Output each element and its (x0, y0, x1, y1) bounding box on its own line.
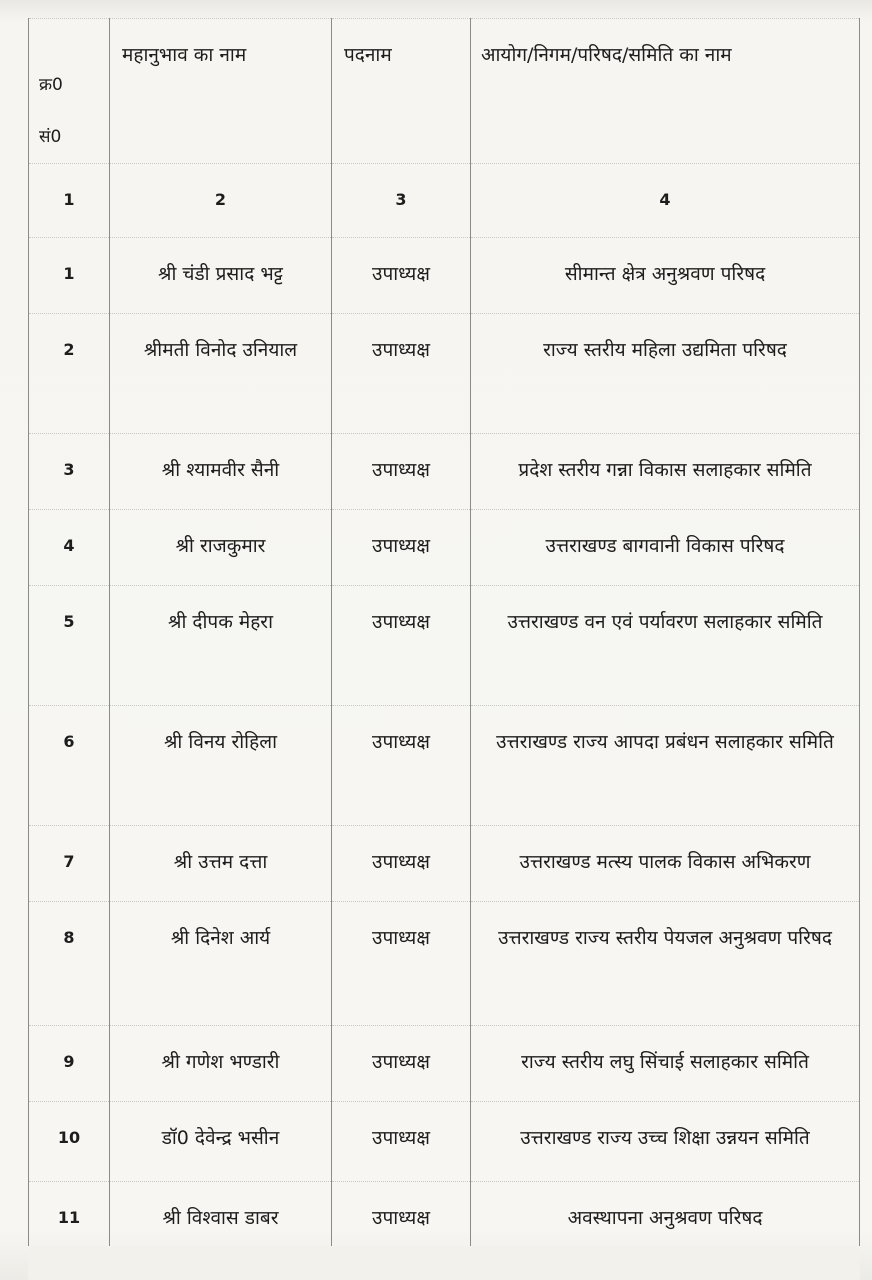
member-name (110, 314, 332, 434)
designation (332, 1182, 471, 1252)
table-row (29, 586, 860, 706)
body-name (471, 434, 860, 510)
body-name-text: उत्तराखण्ड वन एवं पर्यावरण सलाहकार समिति (507, 611, 823, 633)
member-name-text: श्री विनय रोहिला (163, 731, 277, 753)
body-name (471, 1182, 860, 1252)
table-row (29, 826, 860, 902)
designation (332, 826, 471, 902)
designation (332, 510, 471, 586)
body-name (471, 510, 860, 586)
body-name (471, 1102, 860, 1182)
body-name (471, 314, 860, 434)
serial-number (29, 586, 110, 706)
body-name-text: उत्तराखण्ड बागवानी विकास परिषद (545, 535, 785, 557)
serial-number (29, 1182, 110, 1252)
designation-text: उपाध्यक्ष (372, 1127, 430, 1149)
name-header: महानुभाव का नाम (110, 19, 332, 164)
designation (332, 1102, 471, 1182)
member-name (110, 1102, 332, 1182)
body-name-text: उत्तराखण्ड राज्य स्तरीय पेयजल अनुश्रवण परिषद (498, 927, 832, 949)
serial-number-text: 6 (63, 732, 75, 751)
serial-number-text: 5 (63, 612, 75, 631)
body-name-text: उत्तराखण्ड मत्स्य पालक विकास अभिकरण (519, 851, 811, 873)
body-name-text: राज्य स्तरीय महिला उद्यमिता परिषद (543, 339, 787, 361)
body-name-text: प्रदेश स्तरीय गन्ना विकास सलाहकार समिति (518, 459, 812, 481)
table-row (29, 434, 860, 510)
member-name (110, 510, 332, 586)
member-name-text: श्री उत्तम दत्ता (173, 851, 268, 873)
member-name (110, 238, 332, 314)
serial-number (29, 706, 110, 826)
member-name-text: श्रीमती विनोद उनियाल (143, 339, 298, 361)
serial-number (29, 434, 110, 510)
column-number: 3 (332, 164, 471, 238)
designation-text: उपाध्यक्ष (372, 927, 430, 949)
designation (332, 434, 471, 510)
table-row (29, 1182, 860, 1252)
body-name (471, 238, 860, 314)
designation (332, 314, 471, 434)
designation-header: पदनाम (332, 19, 471, 164)
serial-number (29, 510, 110, 586)
serial-number-text: 10 (57, 1128, 81, 1147)
column-number-row (29, 164, 860, 238)
serial-number (29, 902, 110, 1026)
designation-text: उपाध्यक्ष (372, 339, 430, 361)
body-name (471, 826, 860, 902)
body-name (471, 902, 860, 1026)
member-name (110, 826, 332, 902)
table-row (29, 238, 860, 314)
member-name (110, 1026, 332, 1102)
member-name-text: श्री दीपक मेहरा (168, 611, 273, 633)
serial-number-text: 8 (63, 928, 75, 947)
member-name-text: श्री दिनेश आर्य (170, 927, 271, 949)
table-row (29, 902, 860, 1026)
column-number: 2 (110, 164, 332, 238)
designation (332, 238, 471, 314)
designation (332, 902, 471, 1026)
serial-number-text: 1 (63, 264, 75, 283)
member-name-text: श्री गणेश भण्डारी (161, 1051, 280, 1073)
designation-text: उपाध्यक्ष (372, 851, 430, 873)
designation (332, 1026, 471, 1102)
table-row (29, 1026, 860, 1102)
body-name-text: अवस्थापना अनुश्रवण परिषद (567, 1207, 763, 1229)
designation-text: उपाध्यक्ष (372, 459, 430, 481)
serial-number (29, 826, 110, 902)
body-header: आयोग/निगम/परिषद/समिति का नाम (471, 19, 860, 164)
body-name-text: राज्य स्तरीय लघु सिंचाई सलाहकार समिति (521, 1051, 809, 1073)
designation-text: उपाध्यक्ष (372, 1051, 430, 1073)
serial-number-text: 3 (63, 460, 75, 479)
member-name (110, 706, 332, 826)
designation-text: उपाध्यक्ष (372, 535, 430, 557)
table-row (29, 510, 860, 586)
body-name (471, 586, 860, 706)
member-name-text: डॉ0 देवेन्द्र भसीन (161, 1127, 280, 1149)
body-name-text: सीमान्त क्षेत्र अनुश्रवण परिषद (564, 263, 766, 285)
designation-text: उपाध्यक्ष (372, 263, 430, 285)
serial-number-text: 9 (63, 1052, 75, 1071)
member-name (110, 434, 332, 510)
serial-header-line2: सं0 (39, 127, 62, 147)
serial-number (29, 1102, 110, 1182)
serial-header (29, 19, 110, 164)
body-name-text: उत्तराखण्ड राज्य आपदा प्रबंधन सलाहकार समिति (496, 731, 834, 753)
member-name-text: श्री श्यामवीर सैनी (161, 459, 280, 481)
serial-number-text: 11 (57, 1208, 81, 1227)
column-number: 4 (471, 164, 860, 238)
body-name (471, 1026, 860, 1102)
member-name-text: श्री राजकुमार (175, 535, 266, 557)
designation (332, 706, 471, 826)
member-name (110, 586, 332, 706)
serial-number-text: 2 (63, 340, 75, 359)
body-name-text: उत्तराखण्ड राज्य उच्च शिक्षा उन्नयन समिति (520, 1127, 810, 1149)
appointments-table (28, 18, 860, 1252)
serial-number-text: 7 (63, 852, 75, 871)
page-bottom-edge (28, 1246, 860, 1280)
table-row (29, 314, 860, 434)
member-name (110, 1182, 332, 1252)
member-name-text: श्री विश्वास डाबर (162, 1207, 279, 1229)
column-number: 1 (29, 164, 110, 238)
table-row (29, 706, 860, 826)
serial-number (29, 238, 110, 314)
designation-text: उपाध्यक्ष (372, 1207, 430, 1229)
member-name-text: श्री चंडी प्रसाद भट्ट (158, 263, 283, 285)
table-header-row (29, 19, 860, 164)
table-body (29, 238, 860, 1252)
serial-header-line1: क्र0 (39, 75, 63, 95)
serial-number (29, 314, 110, 434)
serial-number (29, 1026, 110, 1102)
table-row (29, 1102, 860, 1182)
body-name (471, 706, 860, 826)
designation-text: उपाध्यक्ष (372, 731, 430, 753)
designation (332, 586, 471, 706)
designation-text: उपाध्यक्ष (372, 611, 430, 633)
member-name (110, 902, 332, 1026)
serial-number-text: 4 (63, 536, 75, 555)
